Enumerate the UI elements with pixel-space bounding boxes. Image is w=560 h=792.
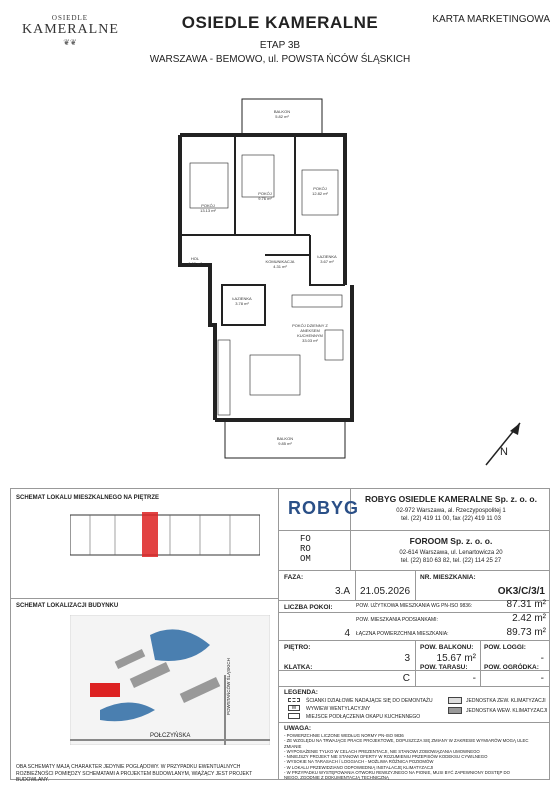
pow-podsiankami-label: POW. MIESZKANIA PODSIANKAMI: bbox=[356, 617, 438, 623]
osiedle-logo bbox=[22, 14, 118, 47]
svg-text:KUCHENNYM: KUCHENNYM bbox=[297, 333, 323, 338]
faza-label: FAZA: bbox=[284, 574, 304, 581]
nr-value: OK3/C/3/1 bbox=[497, 586, 545, 597]
page-title: OSIEDLE KAMERALNE bbox=[181, 13, 379, 32]
karta-label: KARTA MARKETINGOWA bbox=[432, 14, 550, 25]
svg-text:BALKON: BALKON bbox=[276, 436, 294, 441]
ogrodka-value: - bbox=[540, 673, 544, 684]
svg-text:POKÓJ: POKÓJ bbox=[258, 191, 272, 196]
svg-text:ŁAZIENKA: ŁAZIENKA bbox=[317, 254, 337, 259]
svg-text:3.78 m²: 3.78 m² bbox=[235, 301, 249, 306]
svg-text:POKÓJ DZIENNY Z: POKÓJ DZIENNY Z bbox=[292, 323, 328, 328]
foroom-name: FOROOM Sp. z. o. o. bbox=[409, 536, 493, 546]
svg-text:3.67 m²: 3.67 m² bbox=[320, 259, 334, 264]
faza-value: 3.A bbox=[334, 586, 350, 597]
robyg-tel: tel. (22) 419 11 00, fax (22) 419 11 03 bbox=[401, 516, 501, 522]
svg-text:BALKON: BALKON bbox=[273, 109, 291, 114]
okap-icon bbox=[288, 713, 300, 719]
foroom-logo: FO RO OM bbox=[300, 534, 311, 564]
tarasu-value: - bbox=[472, 673, 476, 684]
logo-line1: OSIEDLE bbox=[51, 14, 89, 22]
klatka-value: C bbox=[402, 673, 410, 684]
robyg-logo: ROBYG bbox=[288, 498, 360, 518]
pietro-value: 3 bbox=[404, 653, 410, 664]
svg-text:N: N bbox=[500, 446, 508, 458]
legenda-title: LEGENDA: bbox=[284, 689, 318, 696]
uwagi-list: - POWIERZCHNIE LICZONE WEDŁUG NORMY PN-ISO 9836 - ZE WZGLĘDU NA TRWAJĄCE PRACE PROJEKTOWE, DOPUSZCZA SIĘ ZMIANY W ZAKRESIE WYMIARÓW MOGĄ ULEC ZMIANIE - WYPOSAŻENIE TYLKO W CELACH PREZENTACJI, NIE STANOWI ZOBOWIĄZANIA UMOWNEGO - NINIEJSZY PROJEKT NIE STANOWI OFERTY W ROZUMIENIU PRZEPISÓW KODEKSU CYWILNEGO - WYSOKIE NA TARASACH / LOGGIACH - MOŻLIWA RÓŻNICA POZIOMÓW - W LOKALU PRZEWIDZIANO ODPOWIEDNIĄ INSTALACJĘ KLIMATYZACJI - W PRZYPADKU WYSTĘPOWANIA OTWORU REWIZYJNEGO NA PIONIE, MUSI BYĆ ZAPEWNIONY DOSTĘP DO NIEGO, ZGODNIE Z DOKUMENTACJĄ TECHNICZNĄ bbox=[284, 733, 529, 781]
klima-zew-icon bbox=[448, 697, 462, 704]
pow-laczna-label: ŁĄCZNA POWIERZCHNIA MIESZKANIA: bbox=[356, 631, 449, 637]
address-label: WARSZAWA - BEMOWO, ul. POWSTA ŃCÓW ŚLĄSKICH bbox=[149, 54, 411, 65]
ogrodka-label: POW. OGRÓDKA: bbox=[484, 664, 539, 671]
robyg-name: ROBYG OSIEDLE KAMERALNE Sp. z. o. o. bbox=[365, 494, 537, 504]
pow-uzytkowa-value: 87.31 m² bbox=[506, 599, 546, 610]
logo-ornament: ❦❦ bbox=[63, 38, 77, 47]
svg-text:13.13 m²: 13.13 m² bbox=[200, 208, 216, 213]
liczba-label: LICZBA POKOI: bbox=[284, 604, 333, 611]
svg-text:ŁAZIENKA: ŁAZIENKA bbox=[232, 296, 252, 301]
svg-text:POKÓJ: POKÓJ bbox=[313, 186, 327, 191]
svg-text:POKÓJ: POKÓJ bbox=[201, 203, 215, 208]
loggi-label: POW. LOGGI: bbox=[484, 644, 526, 651]
compass-icon bbox=[480, 415, 530, 475]
balkonu-label: POW. BALKONU: bbox=[420, 644, 474, 651]
legenda-item-3: MIEJSCE PODŁĄCZENIA OKAPU KUCHENNEGO bbox=[306, 714, 421, 720]
nr-label: NR. MIESZKANIA: bbox=[420, 574, 476, 581]
svg-text:12.82 m²: 12.82 m² bbox=[312, 191, 328, 196]
schemat-lokalu-map bbox=[70, 510, 260, 560]
foroom-tel: tel. (22) 810 63 82, tel. (22) 114 25 27 bbox=[400, 558, 502, 564]
legenda-right-2: JEDNOSTKA WEW. KLIMATYZACJI bbox=[466, 708, 548, 714]
svg-text:HOL: HOL bbox=[190, 256, 200, 261]
floor-plan bbox=[170, 95, 380, 465]
svg-text:9.85 m²: 9.85 m² bbox=[278, 441, 292, 446]
klima-wew-icon bbox=[448, 707, 462, 714]
legenda-item-2: WYWIEW WENTYLACYJNY bbox=[306, 706, 371, 712]
tarasu-label: POW. TARASU: bbox=[420, 664, 468, 671]
svg-text:ANEKSEM: ANEKSEM bbox=[300, 328, 320, 333]
klatka-label: KLATKA: bbox=[284, 664, 313, 671]
wywiew-icon: W bbox=[288, 705, 300, 711]
street2-label: POWSTAŃCÓW ŚLĄSKICH bbox=[226, 658, 231, 715]
balkonu-value: 15.67 m² bbox=[436, 653, 476, 664]
svg-text:9.76 m²: 9.76 m² bbox=[258, 196, 272, 201]
svg-text:4.31 m²: 4.31 m² bbox=[273, 264, 287, 269]
svg-text:33.03 m²: 33.03 m² bbox=[302, 338, 318, 343]
etap-label: ETAP 3B bbox=[259, 40, 301, 51]
demontaz-icon bbox=[288, 698, 300, 702]
legenda-item-1: ŚCIANKI DZIAŁOWE NADAJĄCE SIĘ DO DEMONTAŻU bbox=[306, 698, 433, 704]
svg-text:5.82 m²: 5.82 m² bbox=[275, 114, 289, 119]
foroom-addr: 02-614 Warszawa, ul. Lenartowicza 20 bbox=[399, 550, 503, 556]
liczba-value: 4 bbox=[344, 628, 350, 639]
pietro-label: PIĘTRO: bbox=[284, 644, 311, 651]
pow-podsiankami-value: 2.42 m² bbox=[512, 613, 546, 624]
robyg-addr: 02-972 Warszawa, al. Rzeczypospolitej 1 bbox=[396, 508, 506, 514]
legenda-right-1: JEDNOSTKA ZEW. KLIMATYZACJI bbox=[466, 698, 546, 704]
street-label: POŁCZYŃSKA bbox=[150, 733, 191, 739]
footnote: OBA SCHEMATY MAJĄ CHARAKTER JEDYNIE POGLĄDOWY. W PRZYPADKU EWENTUALNYCH ROZBIEŻNOŚCI POMIĘDZY SCHEMATAMI A PROJEKTEM BUDOWLANYM, WIĄŻĄCY JEST PROJEKT BUDOWLANY. bbox=[16, 764, 253, 783]
loggi-value: - bbox=[540, 653, 544, 664]
svg-text:6.60 m²: 6.60 m² bbox=[188, 261, 202, 266]
svg-text:KOMUNIKACJA: KOMUNIKACJA bbox=[265, 259, 295, 264]
logo-line2: KAMERALNE bbox=[22, 22, 119, 37]
location-map bbox=[70, 615, 270, 745]
date-value: 21.05.2026 bbox=[360, 586, 411, 597]
uwagi-title: UWAGA: bbox=[284, 725, 312, 732]
pow-uzytkowa-label: POW. UŻYTKOWA MIESZKANIA WG PN-ISO 9836: bbox=[356, 603, 473, 609]
schemat-lokalizacji-title: SCHEMAT LOKALIZACJI BUDYNKU bbox=[16, 603, 119, 609]
schemat-lokalu-title: SCHEMAT LOKALU MIESZKALNEGO NA PIĘTRZE bbox=[16, 495, 159, 501]
pow-laczna-value: 89.73 m² bbox=[506, 627, 546, 638]
